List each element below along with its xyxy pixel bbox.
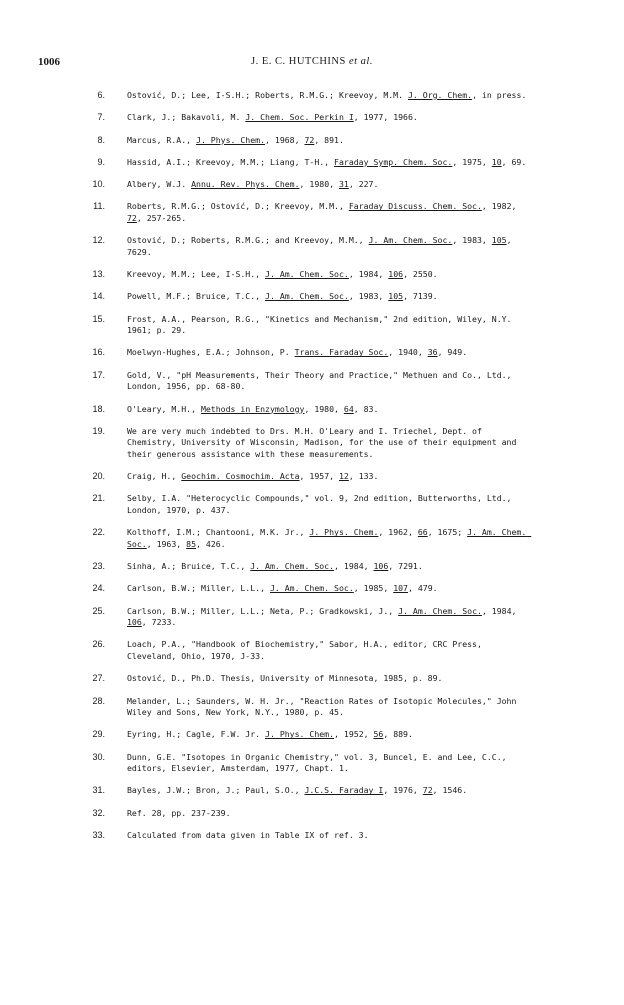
reference-text [127,527,532,550]
reference-text-segment: , 7629. [127,235,517,257]
reference-entry [0,314,624,337]
reference-number: 11. [93,201,105,212]
running-title [0,56,624,67]
reference-text-segment: , 1975, [452,156,492,167]
reference-text-segment: , 1968, [265,134,305,145]
reference-underlined-segment: Geochim. Cosmochim. Acta [181,471,300,482]
reference-underlined-segment: 105 [491,235,507,246]
reference-text-segment: , 1985, [353,583,394,594]
reference-text [127,808,529,820]
reference-underlined-segment: 31 [338,179,349,190]
reference-text-segment: , 7291. [388,561,423,572]
reference-entry [0,157,624,169]
reference-number: 20. [92,471,105,482]
reference-number: 28. [92,695,105,706]
reference-text-segment: , 1675; [427,527,468,538]
reference-underlined-segment: J. Am. Chem. Soc. [265,269,349,280]
reference-text [127,606,529,629]
reference-text-segment: , 426. [196,538,226,549]
reference-text-segment: , 479. [408,583,438,594]
reference-text-segment: , in press. [472,90,527,100]
reference-text-segment: O'Leary, M.H., [127,403,201,414]
reference-underlined-segment: J. Phys. Chem. [309,527,379,538]
reference-underlined-segment: 12 [338,471,349,482]
reference-text-segment: , 1940, [388,347,428,358]
reference-entry [0,269,624,281]
reference-text [127,112,529,124]
reference-underlined-segment: J. Am. Chem. Soc. [398,605,482,616]
reference-underlined-segment: 106 [373,561,389,572]
reference-text-segment: , 257-265. [136,212,187,223]
reference-entry [0,527,624,550]
reference-text [127,830,529,842]
reference-number: 10. [92,179,105,190]
reference-number: 26. [92,639,105,650]
reference-text-segment: , 1980, [299,179,339,190]
reference-entry [0,639,624,662]
reference-text-segment: Sinha, A.; Bruice, T.C., [127,561,251,572]
reference-entry [0,696,624,719]
reference-text-segment: Bayles, J.W.; Bron, J.; Paul, S.O., [127,785,305,796]
reference-text [127,729,529,741]
reference-number: 16. [92,347,105,358]
reference-text [127,752,529,775]
reference-number: 24. [92,583,105,594]
reference-text-segment: , 1952, [334,729,374,740]
reference-underlined-segment: J. Org. Chem. [407,90,473,100]
reference-text-segment: , 1983, [452,235,492,246]
reference-text-segment: , 1957, [299,471,339,482]
reference-list [0,90,624,852]
reference-text-segment: , 889. [383,729,413,740]
reference-number: 19. [92,425,105,436]
reference-text-segment: , 1983, [348,291,389,302]
reference-text-segment: , 1982, [481,201,522,212]
reference-text [127,135,529,147]
reference-text-segment: , 7233. [141,617,177,628]
reference-underlined-segment: 106 [127,617,142,628]
reference-text-segment: , 1984, [481,605,522,616]
reference-text-segment: , 1980, [304,403,344,414]
reference-number: 21. [92,493,105,504]
reference-text-segment: Roberts, R.M.G.; Ostović, D.; Kreevoy, M.M., [127,201,349,212]
reference-text-segment: Kreevoy, M.M.; Lee, I-S.H., [127,269,266,280]
reference-text [127,157,529,169]
reference-underlined-segment: 72 [422,785,433,796]
reference-text-segment: , 949. [437,347,468,358]
reference-text [127,493,529,516]
reference-entry [0,752,624,775]
reference-number: 32. [92,807,105,818]
reference-number: 15. [92,313,105,324]
reference-underlined-segment: 85 [186,538,197,549]
reference-entry [0,404,624,416]
reference-underlined-segment: J. Chem. Soc. Perkin I [245,112,354,123]
reference-text-segment: Craig, H., [127,471,182,482]
reference-text-segment: Hassid, A.I.; Kreevoy, M.M.; Liang, T-H., [127,156,335,167]
reference-underlined-segment: J. Am. Chem. Soc. [127,527,532,549]
reference-underlined-segment: J. Am. Chem. Soc. [368,235,453,246]
reference-text-segment: , 891. [314,134,344,145]
reference-underlined-segment: 56 [373,729,384,740]
reference-number: 30. [92,751,105,762]
reference-number: 31. [92,785,105,796]
reference-number: 18. [92,403,105,414]
reference-underlined-segment: 72 [304,134,315,145]
reference-text [127,426,529,461]
reference-text-segment: , 1963, [146,538,187,549]
reference-text-segment: , 133. [348,471,379,482]
reference-entry [0,673,624,685]
page-header [0,56,624,72]
reference-entry [0,135,624,147]
reference-entry [0,179,624,191]
reference-text-segment: , 69. [501,156,527,167]
reference-underlined-segment: J. Am. Chem. Soc. [250,561,335,572]
reference-text-segment: Moelwyn-Hughes, E.A.; Johnson, P. [127,347,295,358]
reference-text-segment: Carlson, B.W.; Miller, L.L.; Neta, P.; Gradkowski, J., [127,605,399,616]
reference-underlined-segment: Annu. Rev. Phys. Chem. [191,179,300,190]
reference-text-segment: Calculated from data given in Table IX of ref. 3. [127,830,369,841]
reference-text [127,696,529,719]
reference-text-segment: Loach, P.A., "Handbook of Biochemistry," Sabor, H.A., editor, CRC Press, Cleveland, Ohio, 1970, J-33. [127,639,487,661]
reference-underlined-segment: Trans. Faraday Soc. [294,347,389,358]
page-number: 1006 [38,56,60,68]
reference-text-segment: Powell, M.F.; Bruice, T.C., [127,291,266,302]
reference-text-segment: Selby, I.A. "Heterocyclic Compounds," vol. 9, 2nd edition, Butterworths, Ltd., London, 1970, p. 437. [127,493,517,515]
reference-text-segment: Frost, A.A., Pearson, R.G., "Kinetics and Mechanism," 2nd edition, Wiley, N.Y. 1961; p. 29. [127,313,517,336]
reference-text-segment: Marcus, R.A., [127,134,197,145]
reference-number: 33. [92,830,105,841]
reference-underlined-segment: 105 [388,291,404,302]
running-title-etal: et al. [348,56,373,67]
reference-text-segment: , 7139. [403,291,438,302]
reference-entry [0,347,624,359]
reference-underlined-segment: 106 [388,269,404,280]
reference-text-segment: Albery, W.J. [127,179,192,190]
reference-number: 22. [92,527,105,538]
reference-text [127,90,529,102]
reference-entry [0,201,624,224]
reference-text [127,583,529,595]
reference-text-segment: , 2550. [403,269,438,280]
reference-entry [0,471,624,483]
reference-text-segment: , 227. [348,179,379,190]
reference-underlined-segment: J. Am. Chem. Soc. [269,583,354,594]
reference-underlined-segment: 66 [417,527,428,538]
reference-number: 6. [97,90,105,100]
reference-text-segment: We are very much indebted to Drs. M.H. O'Leary and I. Triechel, Dept. of Chemistry, University of Wisconsin, Madison, for the use of their equipment and their generous assistance with these measurements. [127,425,522,459]
reference-text-segment: Carlson, B.W.; Miller, L.L., [127,583,270,594]
reference-entry [0,370,624,393]
reference-text-segment: , 1976, [383,785,423,796]
reference-number: 9. [97,156,105,167]
reference-entry [0,90,624,102]
reference-entry [0,291,624,303]
reference-entry [0,493,624,516]
reference-text-segment: Eyring, H.; Cagle, F.W. Jr. [127,729,266,740]
reference-text [127,785,529,797]
reference-text-segment: , 1962, [378,527,418,538]
reference-entry [0,112,624,124]
reference-number: 13. [92,269,105,280]
reference-underlined-segment: 36 [427,347,438,358]
running-title-authors: J. E. C. HUTCHINS [251,56,346,67]
reference-text-segment: Gold, V., "pH Measurements, Their Theory and Practice," Methuen and Co., Ltd., London, 1956, pp. 68-80. [127,369,517,392]
reference-underlined-segment: 72 [127,212,137,223]
reference-text [127,370,529,393]
reference-text-segment: , 1977, 1966. [353,112,418,123]
reference-text-segment: , 1984, [348,269,389,280]
reference-text-segment: , 83. [353,403,379,414]
reference-text [127,314,529,337]
reference-number: 23. [92,561,105,572]
reference-entry [0,729,624,741]
reference-text [127,404,529,416]
reference-entry [0,235,624,258]
reference-underlined-segment: 107 [393,583,408,594]
reference-number: 29. [92,729,105,740]
reference-entry [0,583,624,595]
reference-number: 25. [92,605,105,616]
reference-text-segment: , 1546. [432,785,468,796]
reference-text [127,561,529,573]
reference-underlined-segment: Faraday Symp. Chem. Soc. [334,156,453,167]
reference-underlined-segment: 10 [491,156,502,167]
reference-underlined-segment: J. Phys. Chem. [196,134,266,145]
reference-text-segment: Clark, J.; Bakavoli, M. [127,112,246,123]
reference-number: 7. [97,112,105,123]
reference-text [127,347,529,359]
reference-underlined-segment: Methods in Enzymology [200,403,305,414]
reference-text [127,235,529,258]
reference-text-segment: Ostović, D.; Lee, I-S.H.; Roberts, R.M.G.; Kreevoy, M.M. [127,90,408,100]
reference-text [127,269,529,281]
reference-underlined-segment: J. Am. Chem. Soc. [265,291,349,302]
reference-entry [0,830,624,842]
reference-text-segment: Ostović, D., Ph.D. Thesis, University of Minnesota, 1985, p. 89. [127,673,443,684]
reference-text-segment: Dunn, G.E. "Isotopes in Organic Chemistry," vol. 3, Buncel, E. and Lee, C.C., editors, Elsevier, Amsterdam, 1977, Chapt. 1. [127,751,512,774]
reference-entry [0,785,624,797]
reference-text [127,179,529,191]
reference-text-segment: , 1984, [334,561,374,572]
reference-number: 14. [92,291,105,302]
reference-number: 27. [92,673,105,684]
reference-underlined-segment: Faraday Discuss. Chem. Soc. [348,201,482,212]
reference-text [127,291,529,303]
reference-text-segment: Ostović, D.; Roberts, R.M.G.; and Kreevoy, M.M., [127,235,369,246]
reference-number: 17. [92,369,105,380]
reference-entry [0,426,624,461]
reference-underlined-segment: 64 [343,403,354,414]
reference-text-segment: Ref. 28, pp. 237-239. [127,807,231,818]
reference-entry [0,561,624,573]
reference-underlined-segment: J. Phys. Chem. [265,729,335,740]
reference-number: 12. [92,235,105,246]
reference-text [127,201,529,224]
reference-entry [0,606,624,629]
reference-text [127,673,529,685]
reference-underlined-segment: J.C.S. Faraday I [304,785,384,796]
reference-number: 8. [97,134,105,145]
reference-text-segment: Melander, L.; Saunders, W. H. Jr., "Reaction Rates of Isotopic Molecules," John Wiley and Sons, New York, N.Y., 1980, p. 45. [127,695,522,718]
reference-text [127,639,529,662]
reference-text [127,471,529,483]
reference-text-segment: Kolthoff, I.M.; Chantooni, M.K. Jr., [127,527,310,538]
reference-entry [0,808,624,820]
